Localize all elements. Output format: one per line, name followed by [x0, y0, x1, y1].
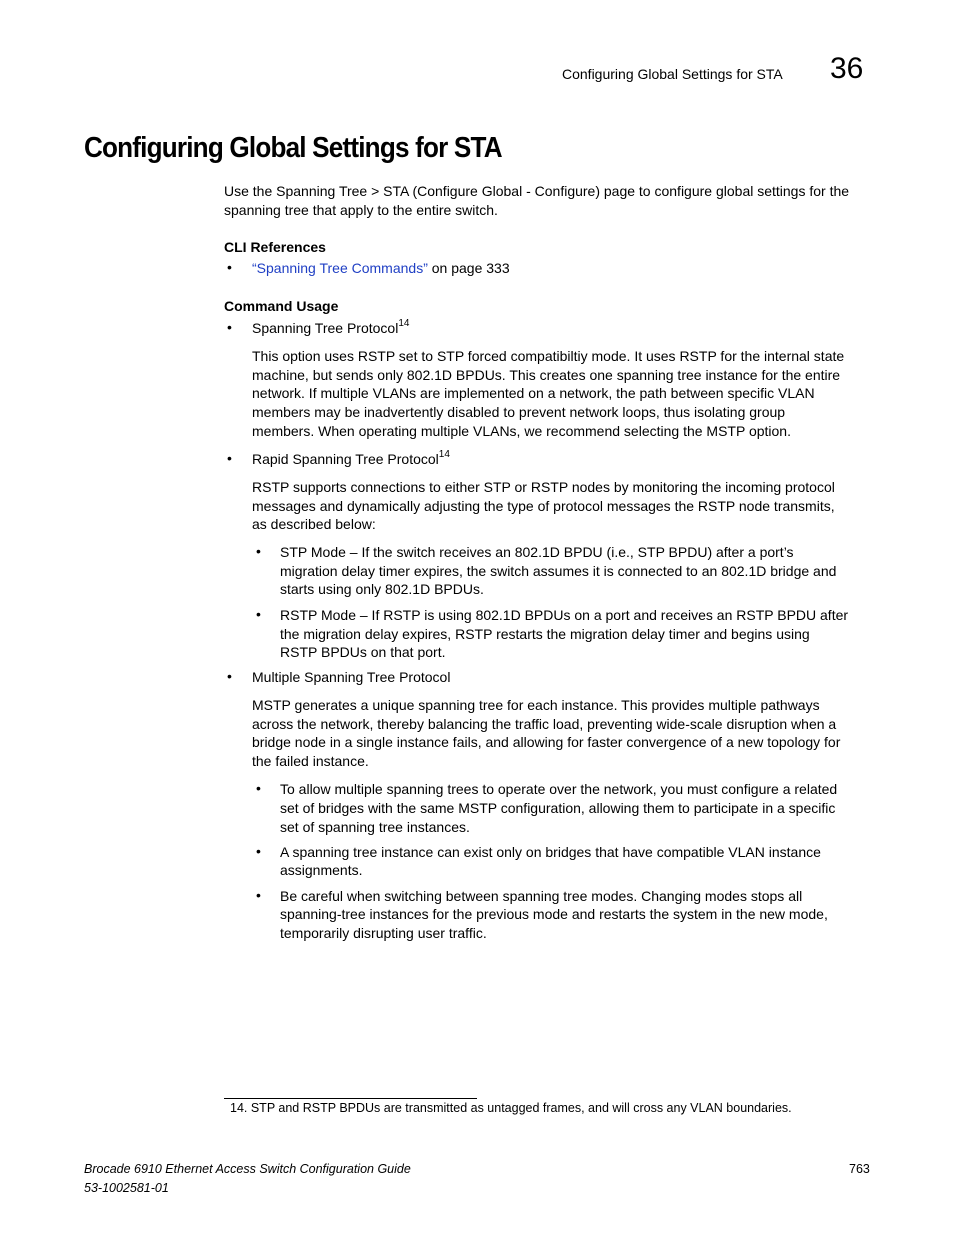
- running-header-title: Configuring Global Settings for STA: [562, 66, 783, 82]
- mstp-note-line: set of bridges with the same MSTP configuration, allowing them to participate in a specific: [280, 800, 836, 816]
- bullet-dot: •: [227, 259, 232, 275]
- stp-description-line: This option uses RSTP set to STP forced compatibiltiy mode. It uses RSTP for the internal state: [252, 348, 845, 364]
- mstp-note-line: spanning-tree instances for the previous mode and restarts the system in the new mode,: [280, 906, 828, 922]
- stp-mode-line: STP Mode – If the switch receives an 802.1D BPDU (i.e., STP BPDU) after a port’s: [280, 544, 794, 560]
- intro-line-1: Use the Spanning Tree > STA (Configure Global - Configure) page to configure global settings for the: [224, 183, 850, 199]
- footnote-ref[interactable]: 14: [398, 318, 410, 330]
- command-usage-heading: Command Usage: [224, 298, 339, 314]
- mstp-note-line: set of spanning tree instances.: [280, 819, 470, 835]
- footer-doc-number: 53-1002581-01: [84, 1181, 169, 1195]
- bullet-dot: •: [256, 543, 261, 559]
- rstp-mode-line: the migration delay expires, RSTP restarts the migration delay timer and begins using: [280, 626, 810, 642]
- footnote-14: 14. STP and RSTP BPDUs are transmitted as untagged frames, and will cross any VLAN boundaries.: [230, 1101, 792, 1115]
- spanning-tree-commands-link[interactable]: “Spanning Tree Commands”: [252, 260, 428, 276]
- page-title: Configuring Global Settings for STA: [84, 132, 502, 164]
- bullet-dot: •: [227, 668, 232, 684]
- rstp-description-line: as described below:: [252, 516, 376, 532]
- mstp-note-line: A spanning tree instance can exist only on bridges that have compatible VLAN instance: [280, 844, 821, 860]
- bullet-dot: •: [256, 843, 261, 859]
- mstp-description-line: bridge node in a single instance fails, and allowing for faster convergence of a new topology for: [252, 734, 841, 750]
- stp-description-line: members. When operating multiple VLANs, we recommend selecting the MSTP option.: [252, 423, 791, 439]
- bullet-dot: •: [256, 780, 261, 796]
- stp-mode-line: migration delay timer expires, the switch assumes it is connected to an 802.1D bridge and: [280, 563, 837, 579]
- stp-label: Spanning Tree Protocol: [252, 320, 399, 336]
- stp-description-line: machine, but sends only 802.1D BPDUs. This creates one spanning tree instance for the entire: [252, 367, 841, 383]
- footer-page-number: 763: [849, 1162, 870, 1176]
- cli-reference-item: [252, 259, 510, 278]
- rstp-label: Rapid Spanning Tree Protocol: [252, 451, 439, 467]
- mstp-description-line: MSTP generates a unique spanning tree for each instance. This provides multiple pathways: [252, 697, 820, 713]
- mstp-note-line: assignments.: [280, 862, 363, 878]
- bullet-dot: •: [227, 319, 232, 335]
- rstp-mode-line: RSTP Mode – If RSTP is using 802.1D BPDUs on a port and receives an RSTP BPDU after: [280, 607, 849, 623]
- stp-mode-line: starts using only 802.1D BPDUs.: [280, 581, 484, 597]
- rstp-description-line: RSTP supports connections to either STP or RSTP nodes by monitoring the incoming protocol: [252, 479, 835, 495]
- stp-description-line: members may be inadvertently disabled to prevent network loops, thus isolating group: [252, 404, 786, 420]
- chapter-number: 36: [830, 52, 864, 85]
- bullet-dot: •: [256, 887, 261, 903]
- bullet-dot: •: [256, 606, 261, 622]
- mstp-label: Multiple Spanning Tree Protocol: [252, 669, 451, 685]
- stp-bullet-label: [252, 319, 409, 338]
- rstp-description-line: messages and dynamically adjusting the type of protocol messages the RSTP node transmits,: [252, 498, 835, 514]
- footnote-divider: [224, 1098, 477, 1099]
- rstp-mode-line: RSTP BPDUs on that port.: [280, 644, 446, 660]
- mstp-note-line: Be careful when switching between spanning tree modes. Changing modes stops all: [280, 888, 803, 904]
- stp-description-line: network. If multiple VLANs are implemented on a network, the path between specific VLAN: [252, 385, 815, 401]
- footer-book-title: Brocade 6910 Ethernet Access Switch Configuration Guide: [84, 1162, 411, 1176]
- footnote-ref[interactable]: 14: [438, 449, 450, 461]
- rstp-bullet-label: [252, 450, 450, 469]
- mstp-description-line: across the network, thereby balancing the traffic load, preventing wide-scale disruption when a: [252, 716, 837, 732]
- page-reference: on page 333: [427, 260, 510, 276]
- intro-line-2: spanning tree that apply to the entire switch.: [224, 202, 498, 218]
- cli-references-heading: CLI References: [224, 239, 326, 255]
- mstp-note-line: To allow multiple spanning trees to operate over the network, you must configure a related: [280, 781, 838, 797]
- mstp-description-line: the failed instance.: [252, 753, 369, 769]
- mstp-note-line: temporarily disrupting user traffic.: [280, 925, 487, 941]
- bullet-dot: •: [227, 450, 232, 466]
